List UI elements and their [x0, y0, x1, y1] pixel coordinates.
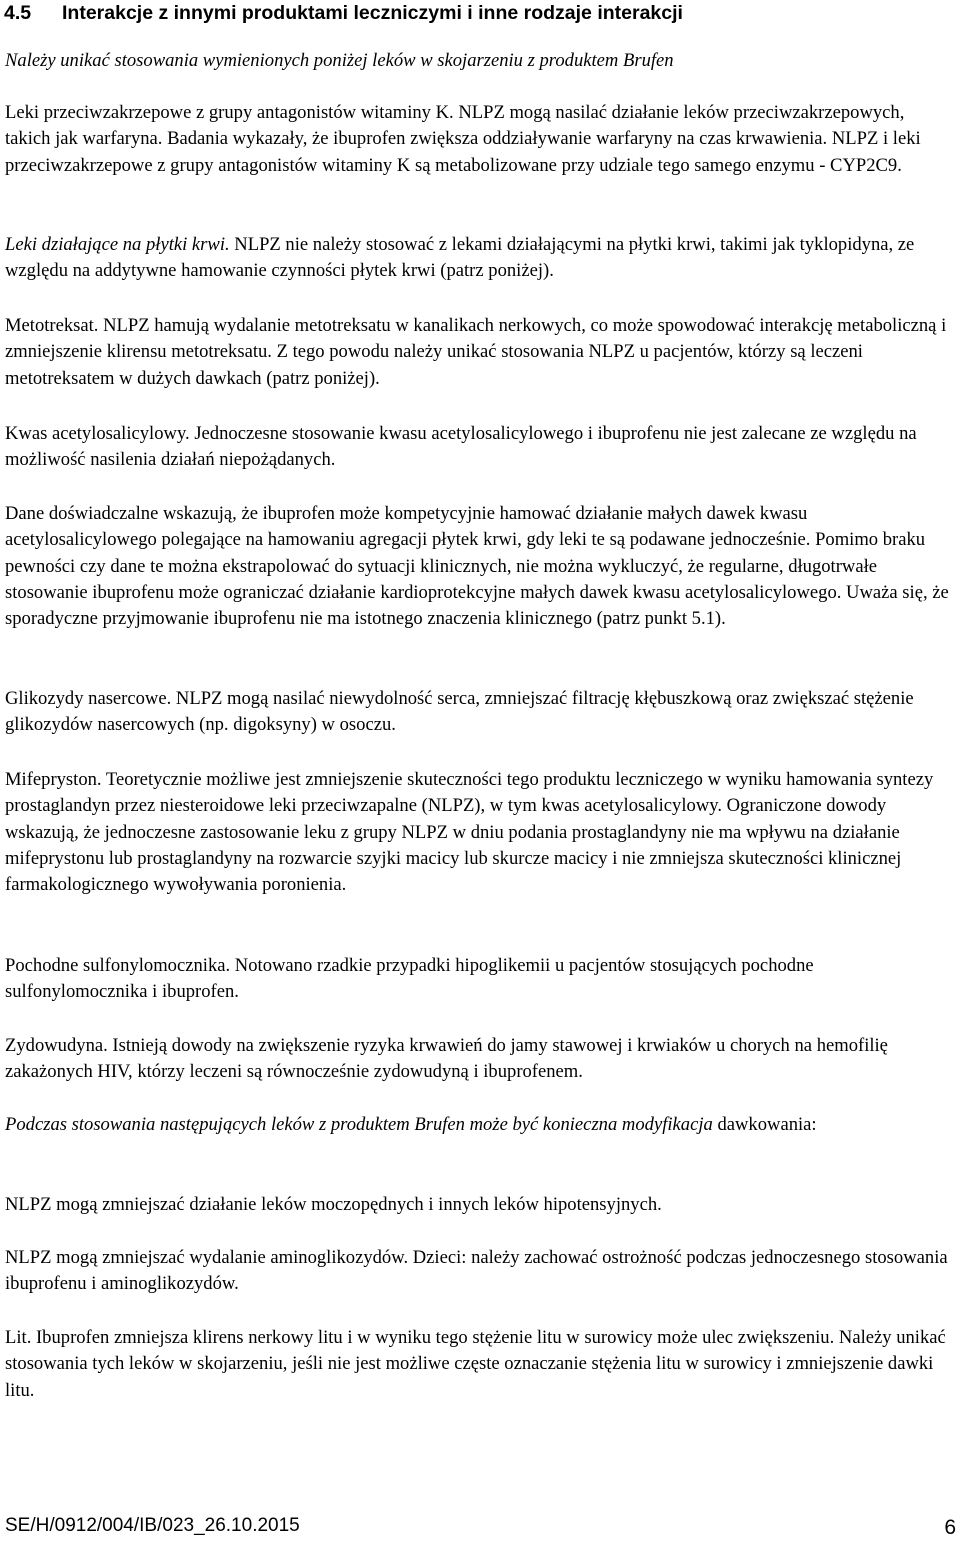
paragraph-zidovudine — [5, 1033, 953, 1086]
paragraph-text: Metotreksat. NLPZ hamują wydalanie metotreksatu w kanalikach nerkowych, co może spowodować interakcję metaboliczną i zmniejszenie klirensu metotreksatu. Z tego powodu należy unikać stosowania NLPZ u pacjentów, którzy są leczeni metotreksatem w dużych dawkach (patrz poniżej). — [5, 315, 947, 389]
paragraph-dose-modification — [5, 1112, 953, 1138]
paragraph-text: Dane doświadczalne wskazują, że ibuprofen może kompetycyjnie hamować działanie małych dawek kwasu acetylosalicylowego polegające na hamowaniu agregacji płytek krwi, gdy leki te są podawane jednocześnie. Pomimo braku pewności czy dane te można ekstrapolować do sytuacji klinicznych, nie można wykluczyć, że regularne, długotrwałe stosowanie ibuprofenu może ograniczać działanie kardioprotekcyjne małych dawek kwasu acetylosalicylowego. Uważa się, że sporadyczne przyjmowanie ibuprofenu nie ma istotnego znaczenia klinicznego (patrz punkt 5.1). — [5, 503, 949, 630]
paragraph-text: Zydowudyna. Istnieją dowody na zwiększenie ryzyka krwawień do jamy stawowej i krwiaków u chorych na hemofilię zakażonych HIV, którzy leczeni są równocześnie zydowudyną i ibuprofenem. — [5, 1035, 888, 1083]
footer-page-number: 6 — [944, 1516, 956, 1539]
paragraph-text: Leki przeciwzakrzepowe z grupy antagonistów witaminy K. NLPZ mogą nasilać działanie leków przeciwzakrzepowych, takich jak warfaryna. Badania wykazały, że ibuprofen zwiększa oddziaływanie warfaryny na czas krwawienia. NLPZ i leki przeciwzakrzepowe z grupy antagonistów witaminy K są metabolizowane przy udziale tego samego enzymu - CYP2C9. — [5, 102, 921, 176]
paragraph-text: Lit. Ibuprofen zmniejsza klirens nerkowy litu i w wyniku tego stężenie litu w surowicy może ulec zwiększeniu. Należy unikać stosowania tych leków w skojarzeniu, jeśli nie jest możliwe częste oznaczanie stężenia litu w surowicy i zmniejszenie dawki litu. — [5, 1327, 946, 1401]
paragraph-lead: Leki działające na płytki krwi. — [5, 234, 230, 255]
paragraph-lead: Podczas stosowania następujących leków z produktem Brufen może być konieczna modyfikacja — [5, 1114, 713, 1135]
section-heading — [4, 0, 954, 26]
paragraph-text: Pochodne sulfonylomocznika. Notowano rzadkie przypadki hipoglikemii u pacjentów stosujących pochodne sulfonylomocznika i ibuprofen. — [5, 955, 814, 1003]
section-title: Interakcje z innymi produktami leczniczymi i inne rodzaje interakcji — [62, 2, 683, 24]
paragraph-text: Mifepryston. Teoretycznie możliwe jest zmniejszenie skuteczności tego produktu leczniczego w wyniku hamowania syntezy prostaglandyn przez niesteroidowe leki przeciwzapalne (NLPZ), w tym kwas acetylosalicylowy. Ograniczone dowody wskazują, że jednoczesne zastosowanie leku z grupy NLPZ w dniu podania prostaglandyny nie ma wpływu na działanie mifeprystonu lub prostaglandyny na rozwarcie szyjki macicy lub skurcze macicy i nie zmniejsza skuteczności klinicznej farmakologicznego wywoływania poronienia. — [5, 769, 934, 896]
paragraph-diuretics — [5, 1192, 953, 1218]
paragraph-text: dawkowania: — [712, 1114, 817, 1135]
paragraph-experimental-data — [5, 501, 953, 632]
paragraph-aspirin — [5, 421, 953, 474]
paragraph-platelet-drugs — [5, 232, 953, 285]
footer-document-code: SE/H/0912/004/IB/023_26.10.2015 — [5, 1515, 300, 1536]
paragraph-avoid-intro — [5, 48, 953, 74]
paragraph-text: NLPZ nie należy stosować z lekami działającymi na płytki krwi, takimi jak tyklopidyna, ze względu na addytywne hamowanie czynności płytek krwi (patrz poniżej). — [5, 234, 915, 282]
paragraph-text: Należy unikać stosowania wymienionych poniżej leków w skojarzeniu z produktem Brufen — [5, 50, 674, 71]
paragraph-mifepristone — [5, 767, 953, 898]
paragraph-anticoagulants — [5, 100, 953, 179]
paragraph-text: NLPZ mogą zmniejszać wydalanie aminoglikozydów. Dzieci: należy zachować ostrożność podczas jednoczesnego stosowania ibuprofenu i aminoglikozydów. — [5, 1247, 948, 1295]
section-number: 4.5 — [4, 2, 32, 24]
paragraph-sulfonylureas — [5, 953, 953, 1006]
paragraph-text: Glikozydy nasercowe. NLPZ mogą nasilać niewydolność serca, zmniejszać filtrację kłębuszkową oraz zwiększać stężenie glikozydów nasercowych (np. digoksyny) w osoczu. — [5, 688, 914, 736]
paragraph-text: Kwas acetylosalicylowy. Jednoczesne stosowanie kwasu acetylosalicylowego i ibuprofenu nie jest zalecane ze względu na możliwość nasilenia działań niepożądanych. — [5, 423, 917, 471]
paragraph-aminoglycosides — [5, 1245, 953, 1298]
paragraph-cardiac-glycosides — [5, 686, 953, 739]
paragraph-text: NLPZ mogą zmniejszać działanie leków moczopędnych i innych leków hipotensyjnych. — [5, 1194, 662, 1215]
paragraph-lithium — [5, 1325, 953, 1404]
paragraph-methotrexate — [5, 313, 953, 392]
